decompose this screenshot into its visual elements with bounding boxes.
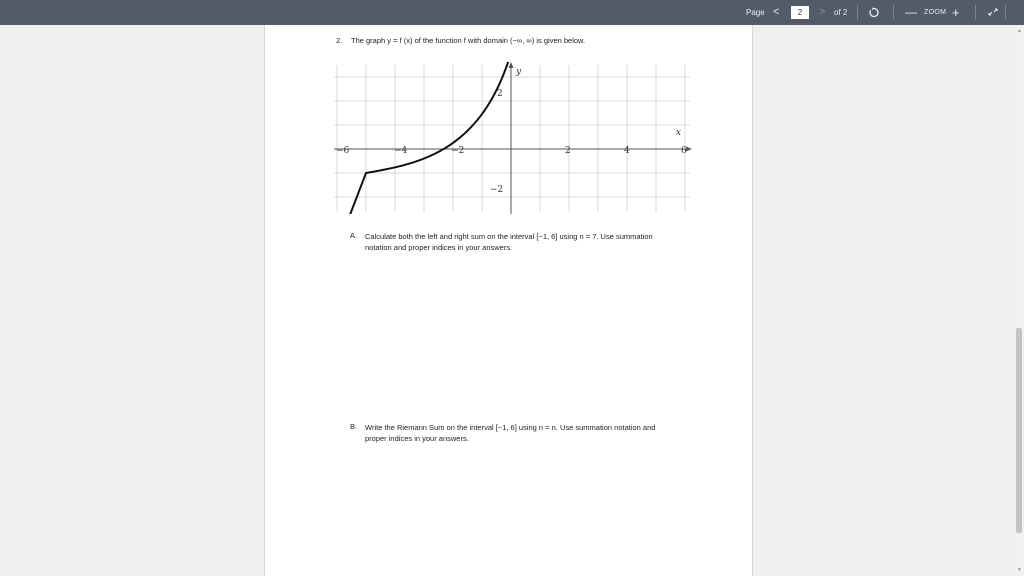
tick-x-neg2: −2 (451, 146, 465, 156)
toolbar-divider (893, 5, 894, 20)
part-a-line-1: Calculate both the left and right sum on the interval [−1, 6] using n = 7. Use summation (365, 232, 653, 241)
toolbar-divider (1005, 5, 1006, 20)
vertical-scrollbar[interactable] (1014, 25, 1024, 576)
graph-axes (334, 62, 692, 214)
part-b-text (365, 422, 655, 444)
tick-x-neg4: −4 (394, 146, 408, 156)
prev-page-button[interactable]: < (773, 6, 780, 18)
tick-x-6: 6 (681, 146, 687, 156)
x-axis-arrow (686, 147, 692, 152)
rotate-icon (868, 0, 880, 25)
zoom-in-button[interactable]: + (952, 5, 960, 20)
zoom-out-button[interactable]: — (905, 5, 917, 19)
tick-y-2: 2 (497, 89, 503, 99)
page-count-label: of 2 (834, 8, 848, 17)
part-b-line-2: proper indices in your answers. (365, 434, 469, 443)
toolbar-divider (975, 5, 976, 20)
pdf-toolbar (0, 0, 1024, 25)
part-a-text (365, 231, 653, 253)
tick-x-2: 2 (565, 146, 571, 156)
x-axis-label: x (676, 128, 682, 138)
part-b-letter: B. (350, 422, 358, 431)
y-axis-label: y (516, 67, 522, 77)
next-page-button[interactable]: > (819, 6, 826, 18)
y-axis-arrow (509, 62, 514, 68)
scroll-thumb[interactable] (1016, 328, 1022, 533)
fit-page-button[interactable] (987, 0, 999, 25)
page-number-input[interactable] (791, 6, 809, 19)
scroll-up-icon[interactable]: ▲ (1017, 28, 1022, 34)
question-number: 2. (336, 36, 343, 45)
rotate-button[interactable] (868, 0, 882, 25)
scroll-down-icon[interactable]: ▼ (1017, 567, 1022, 573)
fit-icon (987, 0, 999, 25)
tick-x-neg6: −6 (336, 146, 350, 156)
function-curve (338, 62, 682, 214)
part-a-line-2: notation and proper indices in your answers. (365, 243, 513, 252)
question-text: The graph y = f (x) of the function f with domain (−∞, ∞) is given below. (351, 36, 586, 45)
tick-x-4: 4 (624, 146, 630, 156)
page-label: Page (746, 8, 765, 17)
part-a-letter: A. (350, 231, 358, 240)
part-b-line-1: Write the Riemann Sum on the interval [−1, 6] using n = n. Use summation notation and (365, 423, 656, 432)
zoom-label: ZOOM (924, 9, 947, 16)
toolbar-divider (857, 5, 858, 20)
graph-grid (334, 62, 690, 214)
tick-y-neg2: −2 (490, 185, 504, 195)
function-graph (334, 62, 692, 214)
